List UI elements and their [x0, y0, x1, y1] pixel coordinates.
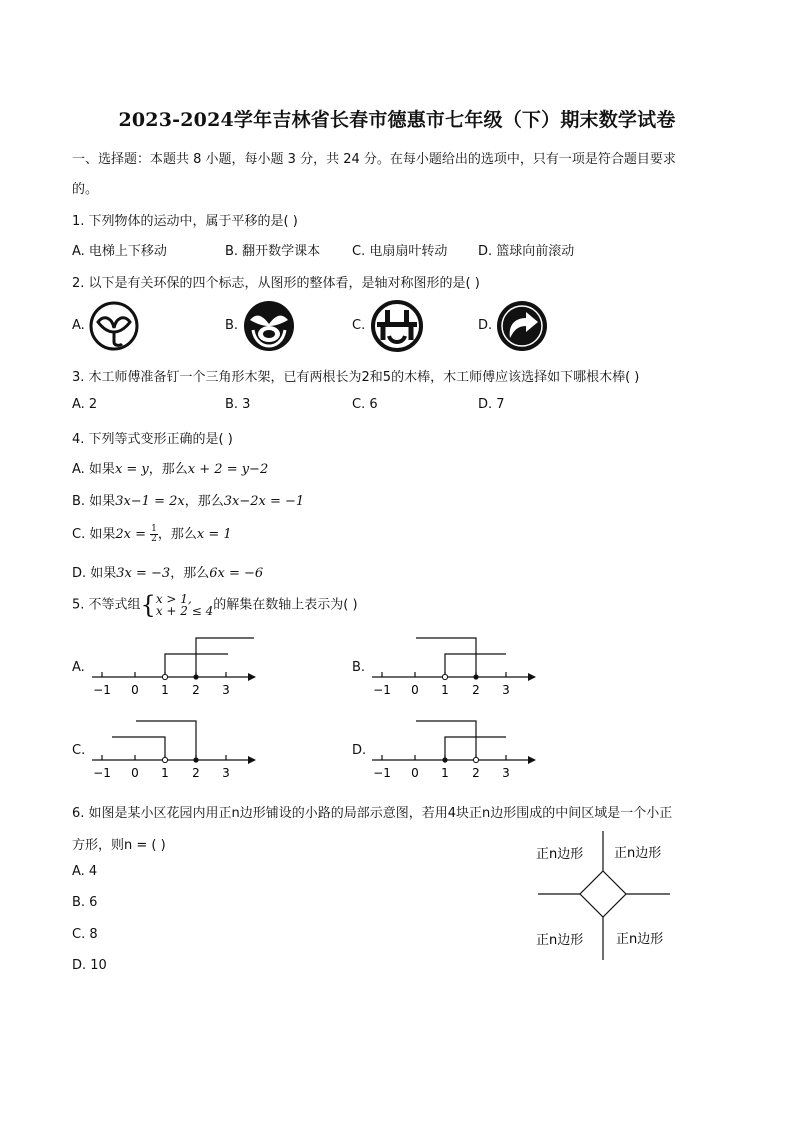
q3-option-c: C. 6	[352, 397, 378, 412]
tick-label: 0	[131, 683, 139, 697]
tick-label: 1	[161, 766, 169, 780]
q6-stem-cont: 方形，则n = ( )	[72, 838, 166, 853]
q2-label-d: D.	[478, 318, 493, 333]
q6-stem: 6. 如图是某小区花园内用正n边形铺设的小路的局部示意图，若用4块正n边形围成的中间区域是一个小正	[72, 806, 673, 821]
q4-a-result: x + 2 = y−2	[187, 462, 269, 477]
system-brace: {	[140, 591, 156, 619]
q4-b-prefix: B. 如果	[72, 494, 116, 509]
q1-option-b: B. 翻开数学课本	[225, 244, 321, 259]
q3-stem: 3. 木工师傅准备钉一个三角形木架，已有两根长为2和5的木棒，木工师傅应该选择如下哪根木棒( )	[72, 370, 640, 385]
q1-option-c: C. 电扇扇叶转动	[352, 244, 448, 259]
inequality-system	[156, 593, 213, 617]
section-heading-cont: 的。	[72, 182, 99, 197]
q4-option-b	[72, 490, 304, 509]
q5-stem-pre: 5. 不等式组	[72, 597, 141, 613]
tiling-diagram	[530, 828, 680, 963]
page-title: 2023-2024学年吉林省长春市德惠市七年级（下）期末数学试卷	[118, 109, 676, 131]
q4-d-condition: 3x = −3	[116, 566, 171, 581]
q4-c-fraction	[150, 525, 158, 544]
q4-b-condition: 3x−1 = 2x	[115, 494, 185, 509]
q4-a-condition: x = y	[114, 462, 149, 477]
polygon-label-bl: 正n边形	[536, 933, 584, 948]
tick-label: 0	[411, 766, 419, 780]
section-heading: 一、选择题：本题共 8 小题，每小题 3 分，共 24 分。在每小题给出的选项中，只有一项是符合题目要求	[72, 152, 676, 167]
q4-option-c	[72, 523, 232, 544]
tick-label: −1	[373, 683, 391, 697]
tick-label: 0	[411, 683, 419, 697]
q4-stem: 4. 下列等式变形正确的是( )	[72, 432, 233, 447]
green-food-logo-b-icon	[243, 300, 295, 352]
number-line-b	[368, 632, 538, 702]
tick-label: 0	[131, 766, 139, 780]
number-line-c	[88, 715, 258, 785]
tick-label: 1	[441, 766, 449, 780]
tick-label: −1	[93, 683, 111, 697]
q1-option-d: D. 篮球向前滚动	[478, 244, 575, 259]
q4-a-mid: ，那么	[148, 462, 188, 477]
polygon-label-tl: 正n边形	[536, 847, 584, 862]
q4-b-result: 3x−2x = −1	[223, 494, 305, 509]
q5-label-d: D.	[352, 743, 367, 758]
q5-label-b: B.	[352, 660, 366, 675]
q5-label-c: C.	[72, 743, 86, 758]
q4-option-a	[72, 458, 268, 477]
tick-label: 2	[472, 683, 480, 697]
tick-label: 3	[222, 683, 230, 697]
tick-label: 3	[222, 766, 230, 780]
polygon-label-br: 正n边形	[616, 932, 664, 947]
q4-c-condition: 2x =	[115, 527, 146, 542]
q4-d-result: 6x = −6	[209, 566, 264, 581]
tick-label: 1	[161, 683, 169, 697]
q1-option-a: A. 电梯上下移动	[72, 244, 167, 259]
q2-label-c: C.	[352, 318, 366, 333]
tick-label: 2	[192, 683, 200, 697]
q6-option-a: A. 4	[72, 864, 98, 879]
q4-option-d	[72, 562, 263, 581]
q6-option-b: B. 6	[72, 895, 98, 910]
q4-b-mid: ，那么	[184, 494, 224, 509]
q2-stem: 2. 以下是有关环保的四个标志，从图形的整体看，是轴对称图形的是( )	[72, 276, 480, 291]
q2-label-a: A.	[72, 318, 85, 333]
q6-option-d: D. 10	[72, 958, 107, 973]
q3-option-d: D. 7	[478, 397, 505, 412]
inequality-2: x + 2 ≤ 4	[155, 604, 214, 618]
q5-label-a: A.	[72, 660, 85, 675]
tick-label: −1	[93, 766, 111, 780]
number-line-a	[88, 632, 258, 702]
q6-option-c: C. 8	[72, 927, 98, 942]
recycle-logo-a-icon	[88, 300, 140, 352]
tick-label: 3	[502, 683, 510, 697]
q4-d-mid: ，那么	[170, 566, 210, 581]
inequality-1: x > 1,	[155, 592, 192, 606]
q4-d-prefix: D. 如果	[72, 566, 117, 581]
q2-label-b: B.	[225, 318, 239, 333]
number-line-d	[368, 715, 538, 785]
q4-c-result: x = 1	[196, 527, 232, 542]
q4-c-prefix: C. 如果	[72, 527, 116, 542]
q4-a-prefix: A. 如果	[72, 462, 115, 477]
q5-stem-post: 的解集在数轴上表示为( )	[213, 597, 358, 613]
q3-option-b: B. 3	[225, 397, 251, 412]
eco-logo-c-icon	[371, 300, 423, 352]
q4-c-mid: ，那么	[157, 527, 197, 542]
q3-option-a: A. 2	[72, 397, 98, 412]
tick-label: 2	[472, 766, 480, 780]
tick-label: −1	[373, 766, 391, 780]
recycle-arrow-logo-d-icon	[496, 300, 548, 352]
q1-stem: 1. 下列物体的运动中，属于平移的是( )	[72, 214, 298, 229]
fraction-denominator: 2	[151, 534, 157, 544]
q5-stem	[72, 590, 358, 621]
tick-label: 2	[192, 766, 200, 780]
fraction-numerator: 1	[151, 524, 157, 534]
polygon-label-tr: 正n边形	[614, 846, 662, 861]
tick-label: 3	[502, 766, 510, 780]
tick-label: 1	[441, 683, 449, 697]
